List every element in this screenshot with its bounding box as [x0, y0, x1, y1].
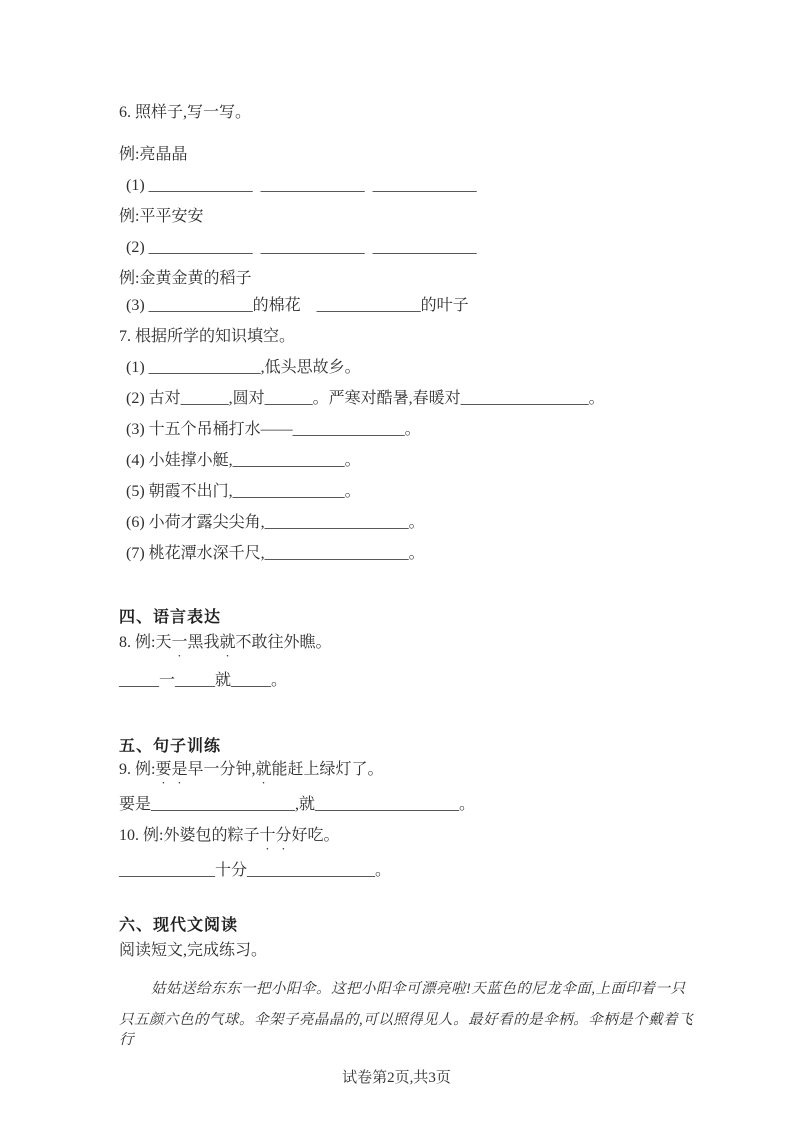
section-6-heading: 六、现代文阅读	[119, 917, 239, 934]
passage-line-1: 姑姑送给东东一把小阳伞。这把小阳伞可漂亮啦!天蓝色的尼龙伞面,上面印着一只	[151, 981, 686, 997]
q8-answer-line: _____一_____就_____。	[119, 672, 288, 689]
q10-emphasized-char-2: 分	[275, 827, 292, 844]
q7-title: 7. 根据所学的知识填空。	[119, 328, 296, 345]
q10-emphasized-char-1: 十	[259, 827, 276, 844]
reading-instruction: 阅读短文,完成练习。	[119, 942, 268, 959]
q9-emphasized-char-1: 要	[155, 761, 172, 778]
q9-emphasized-char-3: 就	[255, 761, 272, 778]
q8-example-post: 不敢往外瞧。	[235, 634, 332, 651]
q8-example-mid: 黑我	[187, 634, 220, 651]
q6-example-3: 例:金黄金黄的稻子	[119, 270, 252, 287]
q7-item-7: (7) 桃花潭水深千尺,__________________。	[126, 545, 425, 562]
q9-example-mid: 早一分钟,	[187, 761, 256, 778]
page-footer: 试卷第2页,共3页	[342, 1070, 451, 1086]
q6-blank-line-1: (1) _____________ _____________ _____________	[126, 177, 477, 194]
q9-example-post: 能赶上绿灯了。	[271, 761, 384, 778]
q9-example-pre: 9. 例:	[119, 761, 156, 778]
q10-example-line	[119, 826, 705, 846]
q10-example-post: 好吃。	[291, 827, 340, 844]
q8-example-pre: 8. 例:天	[119, 634, 172, 651]
q7-item-1: (1) ______________,低头思故乡。	[126, 359, 361, 376]
q6-example-2: 例:平平安安	[119, 208, 204, 225]
paper-content	[119, 103, 705, 1061]
q9-answer-line: 要是__________________,就__________________。	[119, 796, 476, 813]
passage-line-2: 只五颜六色的气球。伞架子亮晶晶的,可以照得见人。最好看的是伞柄。伞柄是个戴着飞行	[119, 1012, 694, 1048]
q8-emphasized-char-1: 一	[171, 634, 188, 651]
q6-example-1: 例:亮晶晶	[119, 146, 188, 163]
q7-item-4: (4) 小娃撑小艇,______________。	[126, 452, 361, 469]
section-5-heading: 五、句子训练	[119, 738, 222, 755]
section-4-heading: 四、语言表达	[119, 609, 222, 626]
q7-item-5: (5) 朝霞不出门,______________。	[126, 483, 361, 500]
q7-item-6: (6) 小荷才露尖尖角,__________________。	[126, 514, 425, 531]
q10-example-pre: 10. 例:外婆包的粽子	[119, 827, 260, 844]
q6-blank-line-3: (3) _____________的棉花 _____________的叶子	[126, 297, 469, 314]
q6-blank-line-2: (2) _____________ _____________ _____________	[126, 239, 477, 256]
q9-emphasized-char-2: 是	[171, 761, 188, 778]
q8-emphasized-char-2: 就	[219, 634, 236, 651]
q9-example-line	[119, 760, 705, 780]
q7-item-2: (2) 古对______,圆对______。严寒对酷暑,春暖对________________。	[126, 390, 605, 407]
q10-answer-line: ____________十分________________。	[119, 862, 392, 879]
q8-example-line	[119, 633, 705, 653]
q6-title: 6. 照样子,写一写。	[119, 104, 252, 121]
q7-item-3: (3) 十五个吊桶打水——______________。	[126, 421, 421, 438]
